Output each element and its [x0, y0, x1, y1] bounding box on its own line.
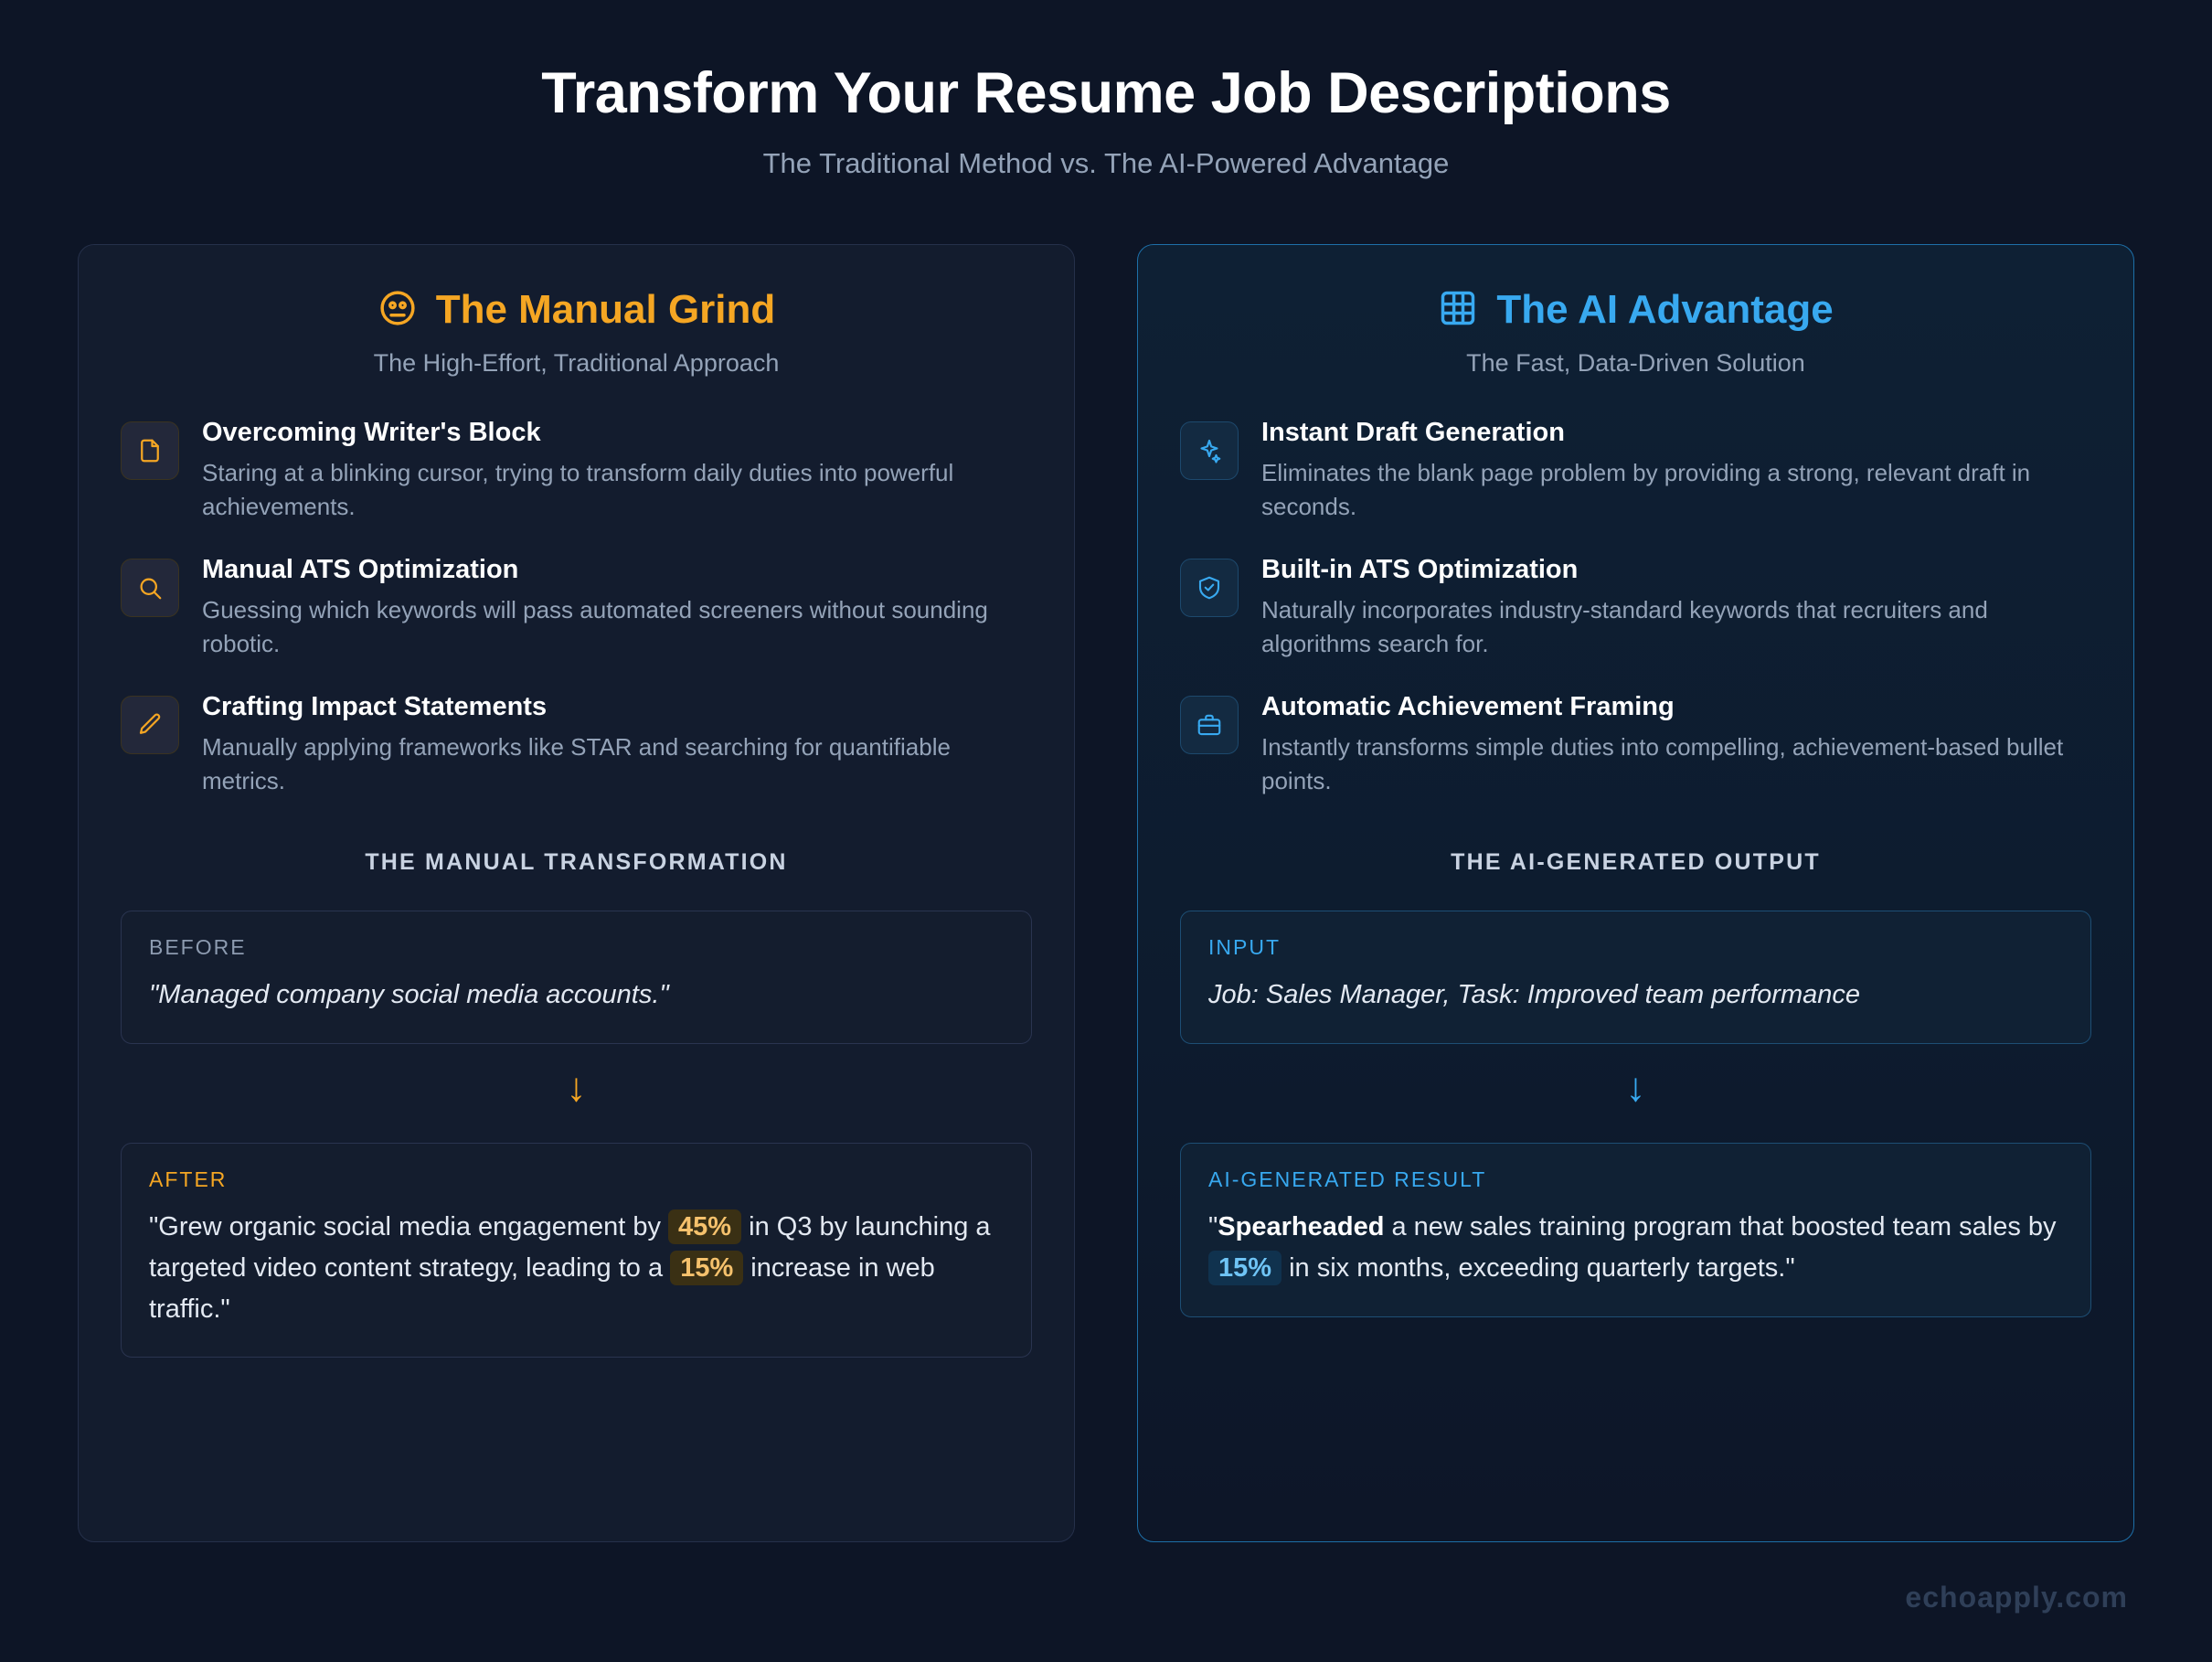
manual-feature-list	[121, 418, 1032, 797]
ai-section-label: THE AI-GENERATED OUTPUT	[1451, 848, 1821, 875]
ai-card-title: The AI Advantage	[1496, 287, 1834, 333]
ai-card-subtitle: The Fast, Data-Driven Solution	[1466, 349, 1805, 378]
before-tag: BEFORE	[149, 934, 247, 959]
briefcase-icon	[1180, 696, 1239, 754]
ai-arrow-icon: ↓	[1625, 1064, 1646, 1110]
ai-feature-list	[1180, 418, 2091, 797]
ai-card-header	[1180, 287, 2091, 378]
feature-desc: Naturally incorporates industry-standard keywords that recruiters and algorithms search for.	[1261, 596, 1988, 658]
document-icon	[121, 421, 179, 480]
input-tag: INPUT	[1208, 934, 1281, 959]
metric-highlight: 15%	[670, 1251, 743, 1285]
feature-desc: Instantly transforms simple duties into compelling, achievement-based bullet points.	[1261, 732, 2064, 794]
ai-result-box	[1180, 1143, 2091, 1317]
before-text: "Managed company social media accounts."	[149, 979, 669, 1009]
manual-card-title: The Manual Grind	[435, 287, 776, 333]
input-box	[1180, 911, 2091, 1044]
after-tag: AFTER	[149, 1167, 228, 1191]
list-item	[1180, 418, 2091, 524]
page-title: Transform Your Resume Job Descriptions	[541, 61, 1671, 125]
feature-title: Instant Draft Generation	[1261, 418, 1565, 448]
shield-check-icon	[1180, 559, 1239, 617]
before-box	[121, 911, 1032, 1044]
ai-result-tag: AI-GENERATED RESULT	[1208, 1167, 1487, 1191]
manual-section-label: THE MANUAL TRANSFORMATION	[365, 848, 788, 875]
list-item	[121, 555, 1032, 661]
feature-desc: Guessing which keywords will pass automated screeners without sounding robotic.	[202, 596, 988, 658]
ai-result-text: "Spearheaded a new sales training program that boosted team sales by 15% in six months, exceeding quarterly targets."	[1208, 1207, 2063, 1289]
metric-highlight: 15%	[1208, 1251, 1281, 1285]
list-item	[121, 418, 1032, 524]
feature-desc: Eliminates the blank page problem by providing a strong, relevant draft in seconds.	[1261, 459, 2031, 521]
feature-title: Manual ATS Optimization	[202, 555, 519, 585]
manual-card-header	[121, 287, 1032, 378]
list-item	[1180, 692, 2091, 798]
face-frown-icon	[378, 288, 418, 333]
ai-advantage-card	[1137, 244, 2134, 1542]
emphasis-word: Spearheaded	[1218, 1211, 1385, 1241]
manual-card-subtitle: The High-Effort, Traditional Approach	[373, 349, 780, 378]
feature-title: Built-in ATS Optimization	[1261, 555, 1579, 585]
list-item	[1180, 555, 2091, 661]
feature-title: Overcoming Writer's Block	[202, 418, 541, 448]
manual-grind-card	[78, 244, 1075, 1542]
input-text: Job: Sales Manager, Task: Improved team performance	[1208, 979, 1861, 1009]
feature-desc: Manually applying frameworks like STAR and searching for quantifiable metrics.	[202, 732, 951, 794]
page-subtitle: The Traditional Method vs. The AI-Powered Advantage	[762, 147, 1450, 180]
pencil-icon	[121, 696, 179, 754]
after-box	[121, 1143, 1032, 1358]
feature-desc: Staring at a blinking cursor, trying to transform daily duties into powerful achievements.	[202, 459, 954, 521]
after-text: "Grew organic social media engagement by 45% in Q3 by launching a targeted video content strategy, leading to a 15% increase in web traffic."	[149, 1207, 1004, 1330]
grid-icon	[1438, 288, 1478, 333]
metric-highlight: 45%	[668, 1209, 741, 1244]
feature-title: Crafting Impact Statements	[202, 691, 548, 721]
sparkle-icon	[1180, 421, 1239, 480]
list-item	[121, 692, 1032, 798]
header	[55, 62, 2157, 180]
magnifier-icon	[121, 559, 179, 617]
watermark: echoapply.com	[1905, 1581, 2128, 1614]
feature-title: Automatic Achievement Framing	[1261, 691, 1675, 721]
comparison-columns	[55, 244, 2157, 1542]
manual-arrow-icon: ↓	[566, 1064, 587, 1110]
